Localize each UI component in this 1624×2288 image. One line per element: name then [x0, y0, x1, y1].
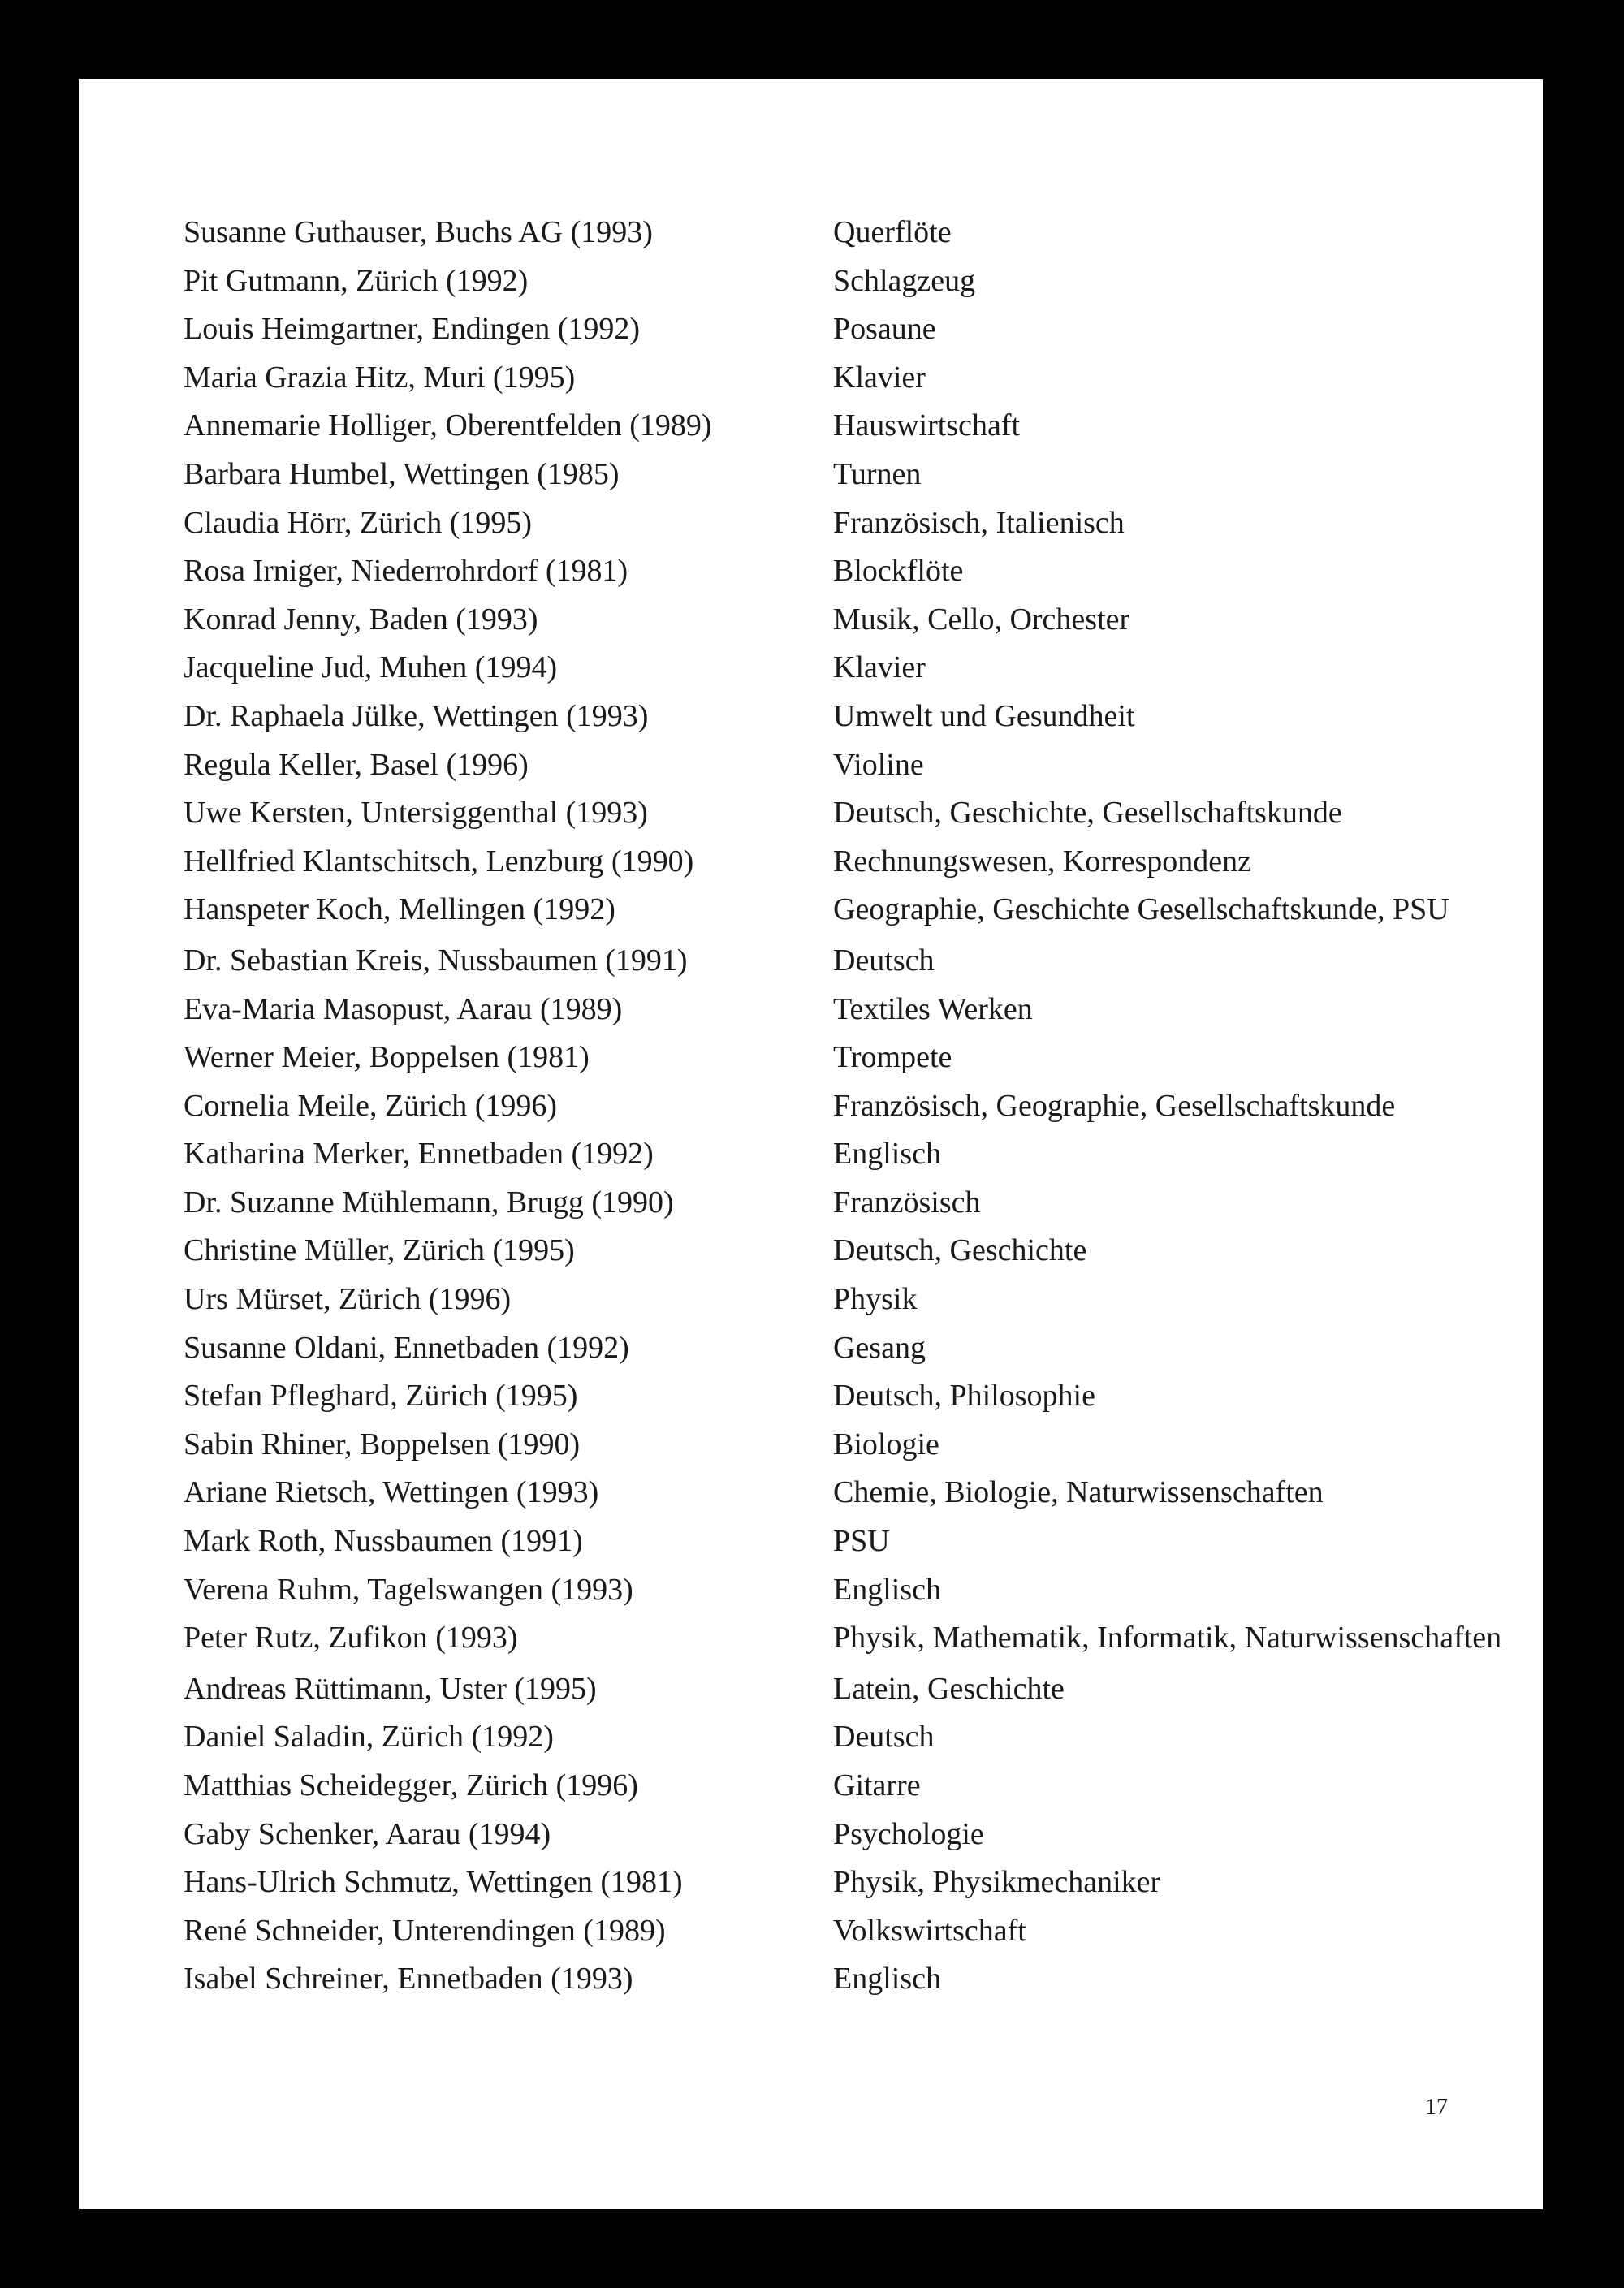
- subject-name: Gesang: [833, 1330, 926, 1365]
- list-entry: [184, 1276, 1515, 1324]
- page-number: 17: [1425, 2095, 1448, 2120]
- list-entry: [184, 886, 1515, 935]
- person-name: Matthias Scheidegger, Zürich (1996): [184, 1768, 638, 1802]
- subject-name: Schlagzeug: [833, 263, 976, 298]
- subject-name: Physik: [833, 1282, 918, 1317]
- subject-name: Volkswirtschaft: [833, 1913, 1026, 1948]
- list-entry: [184, 209, 1515, 257]
- person-name: Jacqueline Jud, Muhen (1994): [184, 650, 558, 685]
- subject-name: Turnen: [833, 456, 922, 491]
- person-name: Konrad Jenny, Baden (1993): [184, 602, 538, 637]
- subject-name: Geographie, Geschichte Gesellschaftskunde, PSU: [833, 892, 1449, 927]
- list-entry: [184, 1517, 1515, 1566]
- subject-name: Textiles Werken: [833, 991, 1033, 1026]
- subject-name: Gitarre: [833, 1768, 921, 1802]
- person-name: Barbara Humbel, Wettingen (1985): [184, 456, 620, 491]
- person-name: Katharina Merker, Ennetbaden (1992): [184, 1137, 654, 1172]
- list-entry: [184, 1955, 1515, 2004]
- person-name: Pit Gutmann, Zürich (1992): [184, 263, 529, 298]
- person-name: Hellfried Klantschitsch, Lenzburg (1990): [184, 844, 694, 879]
- subject-name: Englisch: [833, 1572, 941, 1607]
- person-name: Dr. Raphaela Jülke, Wettingen (1993): [184, 698, 649, 733]
- person-name: Urs Mürset, Zürich (1996): [184, 1282, 512, 1317]
- subject-name: Klavier: [833, 360, 926, 395]
- subject-name: Deutsch: [833, 1720, 935, 1755]
- subject-name: Deutsch, Geschichte: [833, 1233, 1087, 1268]
- person-name: Sabin Rhiner, Boppelsen (1990): [184, 1427, 581, 1461]
- person-name: Daniel Saladin, Zürich (1992): [184, 1720, 554, 1755]
- list-entry: [184, 644, 1515, 693]
- subject-name: Englisch: [833, 1962, 941, 1997]
- person-name: Stefan Pfleghard, Zürich (1995): [184, 1379, 578, 1414]
- person-name: René Schneider, Unterendingen (1989): [184, 1913, 666, 1948]
- list-entry: [184, 1811, 1515, 1859]
- person-name: Regula Keller, Basel (1996): [184, 747, 529, 782]
- list-entry: [184, 789, 1515, 838]
- list-entry: [184, 1858, 1515, 1907]
- list-entry: [184, 693, 1515, 741]
- person-name: Christine Müller, Zürich (1995): [184, 1233, 575, 1268]
- list-entry: [184, 354, 1515, 403]
- list-entry: [184, 1034, 1515, 1082]
- person-name: Louis Heimgartner, Endingen (1992): [184, 312, 641, 347]
- list-entry: [184, 741, 1515, 790]
- subject-name: Physik, Mathematik, Informatik, Naturwissenschaften: [833, 1621, 1502, 1656]
- subject-name: Klavier: [833, 650, 926, 685]
- subject-name: Querflöte: [833, 215, 952, 249]
- person-name: Dr. Sebastian Kreis, Nussbaumen (1991): [184, 943, 688, 978]
- list-entry: [184, 547, 1515, 596]
- person-name: Annemarie Holliger, Oberentfelden (1989): [184, 408, 712, 443]
- list-entry: [184, 305, 1515, 354]
- subject-name: Umwelt und Gesundheit: [833, 698, 1135, 733]
- subject-name: Deutsch, Philosophie: [833, 1379, 1095, 1414]
- list-entry: [184, 1469, 1515, 1517]
- person-name: Mark Roth, Nussbaumen (1991): [184, 1524, 583, 1559]
- person-name: Uwe Kersten, Untersiggenthal (1993): [184, 796, 648, 831]
- subject-name: Deutsch, Geschichte, Gesellschaftskunde: [833, 796, 1342, 831]
- subject-name: Trompete: [833, 1040, 952, 1075]
- list-entry: [184, 1372, 1515, 1421]
- list-entry: [184, 499, 1515, 548]
- person-name: Eva-Maria Masopust, Aarau (1989): [184, 991, 623, 1026]
- person-name: Susanne Guthauser, Buchs AG (1993): [184, 215, 653, 249]
- list-entry: [184, 1179, 1515, 1228]
- list-entry: [184, 1566, 1515, 1615]
- subject-name: Biologie: [833, 1427, 939, 1461]
- list-entry: [184, 1614, 1515, 1663]
- list-entry: [184, 1324, 1515, 1373]
- list-entry: [184, 937, 1515, 986]
- subject-name: Französisch, Geographie, Gesellschaftskunde: [833, 1088, 1396, 1123]
- subject-name: Französisch: [833, 1185, 981, 1220]
- list-entry: [184, 1713, 1515, 1762]
- list-entry: [184, 451, 1515, 499]
- person-name: Werner Meier, Boppelsen (1981): [184, 1040, 590, 1075]
- list-entry: [184, 1130, 1515, 1179]
- person-name: Gaby Schenker, Aarau (1994): [184, 1816, 551, 1851]
- list-entry: [184, 838, 1515, 887]
- subject-name: Rechnungswesen, Korrespondenz: [833, 844, 1251, 879]
- subject-name: Psychologie: [833, 1816, 984, 1851]
- person-name: Cornelia Meile, Zürich (1996): [184, 1088, 558, 1123]
- subject-name: Latein, Geschichte: [833, 1671, 1065, 1706]
- teacher-list: [184, 209, 1515, 2004]
- person-name: Maria Grazia Hitz, Muri (1995): [184, 360, 576, 395]
- person-name: Isabel Schreiner, Ennetbaden (1993): [184, 1962, 633, 1997]
- subject-name: Englisch: [833, 1137, 941, 1172]
- list-entry: [184, 1665, 1515, 1714]
- subject-name: Musik, Cello, Orchester: [833, 602, 1130, 637]
- person-name: Hanspeter Koch, Mellingen (1992): [184, 892, 615, 927]
- person-name: Ariane Rietsch, Wettingen (1993): [184, 1475, 599, 1510]
- subject-name: Posaune: [833, 312, 936, 347]
- list-entry: [184, 986, 1515, 1034]
- person-name: Susanne Oldani, Ennetbaden (1992): [184, 1330, 629, 1365]
- person-name: Dr. Suzanne Mühlemann, Brugg (1990): [184, 1185, 674, 1220]
- person-name: Peter Rutz, Zufikon (1993): [184, 1621, 518, 1656]
- list-entry: [184, 1907, 1515, 1956]
- list-entry: [184, 596, 1515, 645]
- person-name: Claudia Hörr, Zürich (1995): [184, 505, 533, 540]
- subject-name: Deutsch: [833, 943, 935, 978]
- person-name: Hans-Ulrich Schmutz, Wettingen (1981): [184, 1865, 683, 1900]
- list-entry: [184, 1082, 1515, 1131]
- list-entry: [184, 1421, 1515, 1470]
- subject-name: Französisch, Italienisch: [833, 505, 1125, 540]
- subject-name: Chemie, Biologie, Naturwissenschaften: [833, 1475, 1324, 1510]
- document-page: [79, 79, 1543, 2209]
- list-entry: [184, 257, 1515, 306]
- person-name: Andreas Rüttimann, Uster (1995): [184, 1671, 597, 1706]
- list-entry: [184, 1762, 1515, 1811]
- list-entry: [184, 1227, 1515, 1276]
- list-entry: [184, 402, 1515, 451]
- person-name: Verena Ruhm, Tagelswangen (1993): [184, 1572, 633, 1607]
- subject-name: PSU: [833, 1524, 890, 1559]
- subject-name: Physik, Physikmechaniker: [833, 1865, 1161, 1900]
- person-name: Rosa Irniger, Niederrohrdorf (1981): [184, 554, 628, 589]
- subject-name: Violine: [833, 747, 924, 782]
- subject-name: Hauswirtschaft: [833, 408, 1021, 443]
- subject-name: Blockflöte: [833, 554, 964, 589]
